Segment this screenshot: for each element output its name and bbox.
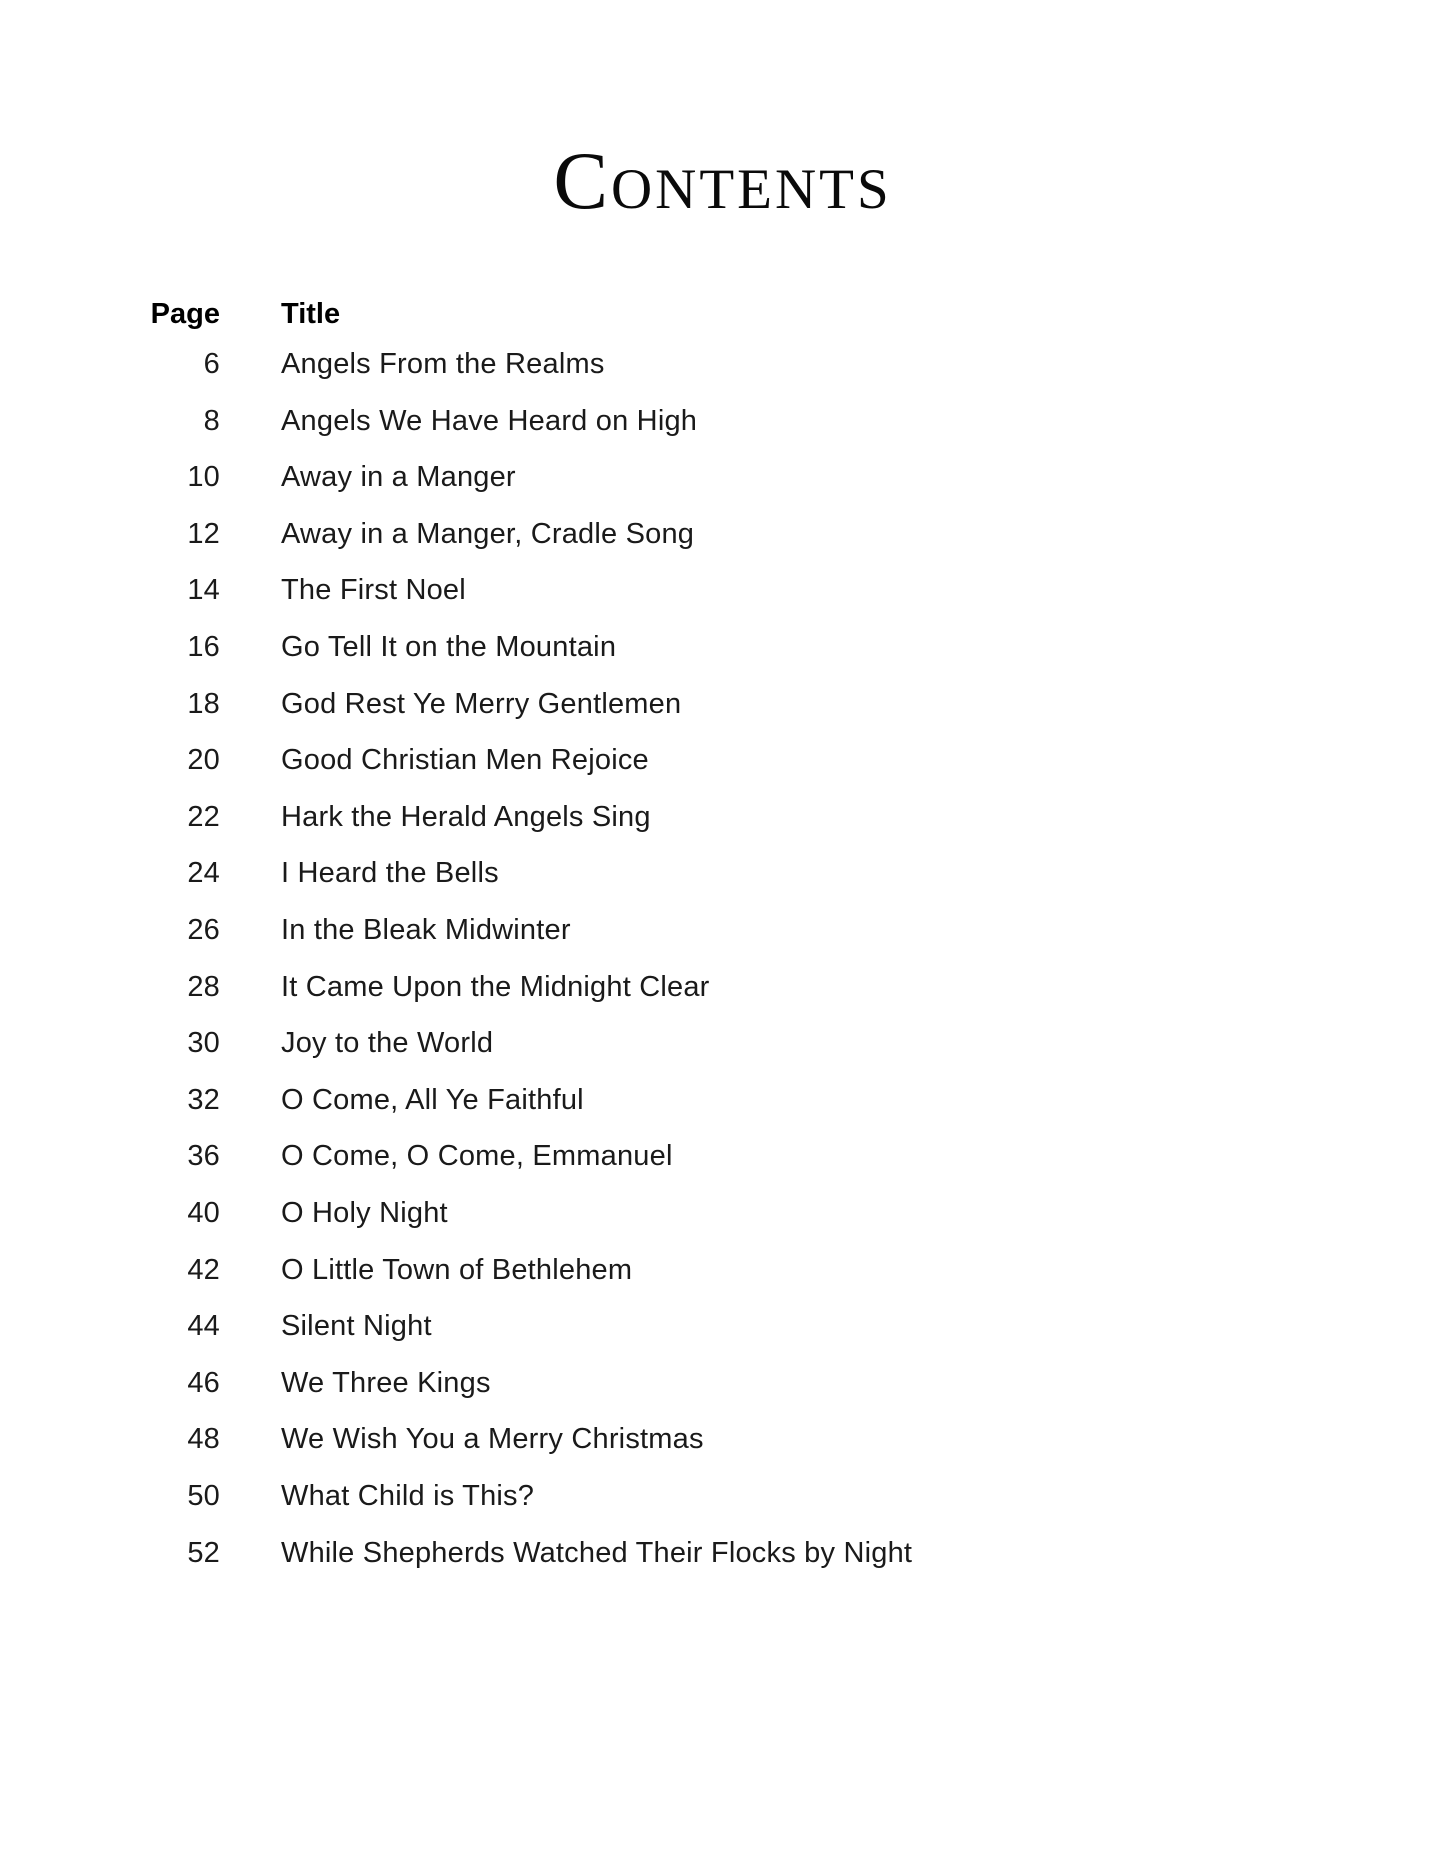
toc-entry[interactable]: [0, 971, 1100, 1011]
toc-entry[interactable]: [0, 1197, 1100, 1237]
toc-entry-page-number: 36: [187, 1140, 220, 1173]
toc-entry[interactable]: [0, 1310, 1100, 1350]
toc-entry[interactable]: [0, 857, 1100, 897]
page-title: Contents: [553, 135, 892, 226]
toc-entry-title: It Came Upon the Midnight Clear: [281, 970, 710, 1003]
toc-entry-title: God Rest Ye Merry Gentlemen: [281, 687, 682, 720]
toc-entry-title: Hark the Herald Angels Sing: [281, 800, 651, 833]
toc-entry-page-number: 20: [187, 744, 220, 777]
toc-entry-title: Go Tell It on the Mountain: [281, 631, 617, 663]
toc-entry[interactable]: [0, 1537, 1100, 1577]
toc-entry-page-number: 32: [187, 1083, 220, 1116]
toc-entry[interactable]: [0, 461, 1100, 501]
toc-entry[interactable]: [0, 914, 1100, 954]
toc-entry-title: The First Noel: [281, 574, 466, 607]
toc-entry-title: We Wish You a Merry Christmas: [281, 1423, 704, 1456]
toc-entry[interactable]: [0, 1423, 1100, 1463]
toc-entry[interactable]: [0, 1140, 1100, 1180]
toc-entry[interactable]: [0, 348, 1100, 388]
toc-entry-title: O Come, O Come, Emmanuel: [281, 1140, 673, 1173]
column-header-title: Title: [281, 298, 341, 330]
toc-entry-title: O Holy Night: [281, 1197, 448, 1229]
toc-entry-page-number: 6: [203, 348, 220, 380]
toc-entry-page-number: 40: [187, 1197, 220, 1229]
toc-entry-page-number: 26: [187, 914, 220, 946]
toc-entry-page-number: 16: [187, 631, 220, 663]
toc-entry-page-number: 44: [187, 1310, 220, 1343]
toc-entry-page-number: 28: [187, 970, 220, 1003]
toc-entry-page-number: 52: [187, 1536, 220, 1569]
toc-entry[interactable]: [0, 1254, 1100, 1294]
toc-entry[interactable]: [0, 1084, 1100, 1124]
toc-entry-title: O Come, All Ye Faithful: [281, 1083, 584, 1116]
toc-entry[interactable]: [0, 1027, 1100, 1067]
toc-entry-title: In the Bleak Midwinter: [281, 914, 571, 946]
toc-entry-page-number: 50: [187, 1480, 220, 1512]
toc-entry-page-number: 14: [187, 574, 220, 607]
toc-entry-title: Joy to the World: [281, 1027, 494, 1060]
toc-entry[interactable]: [0, 405, 1100, 445]
toc-entry-page-number: 24: [187, 857, 220, 890]
toc-entry[interactable]: [0, 1367, 1100, 1407]
toc-entry-title: Silent Night: [281, 1310, 432, 1343]
toc-entry-page-number: 8: [203, 404, 220, 437]
toc-entry-page-number: 22: [187, 800, 220, 833]
toc-entry-title: Good Christian Men Rejoice: [281, 744, 649, 777]
toc-header-row: [0, 298, 1100, 338]
toc-entry[interactable]: [0, 518, 1100, 558]
toc-entry-page-number: 46: [187, 1366, 220, 1399]
toc-entry-title: Away in a Manger, Cradle Song: [281, 517, 695, 550]
toc-entry-page-number: 10: [187, 461, 220, 494]
toc-entry-page-number: 12: [187, 517, 220, 550]
toc-entry-page-number: 30: [187, 1027, 220, 1060]
toc-entry-title: Angels We Have Heard on High: [281, 404, 698, 437]
toc-entry-page-number: 42: [187, 1253, 220, 1286]
toc-entry-title: Angels From the Realms: [281, 348, 605, 380]
toc-entry[interactable]: [0, 574, 1100, 614]
toc-entry-title: While Shepherds Watched Their Flocks by Night: [281, 1536, 913, 1569]
toc-entry-title: What Child is This?: [281, 1480, 535, 1512]
toc-entry[interactable]: [0, 801, 1100, 841]
toc-entry-title: Away in a Manger: [281, 461, 516, 494]
toc-entry-title: O Little Town of Bethlehem: [281, 1253, 633, 1286]
toc-entry-page-number: 48: [187, 1423, 220, 1456]
toc-entry[interactable]: [0, 1480, 1100, 1520]
toc-entry-title: I Heard the Bells: [281, 857, 499, 890]
column-header-page: Page: [150, 298, 220, 330]
toc-entry[interactable]: [0, 744, 1100, 784]
toc-entry[interactable]: [0, 688, 1100, 728]
toc-entry-title: We Three Kings: [281, 1366, 491, 1399]
toc-entry-page-number: 18: [187, 687, 220, 720]
toc-entry[interactable]: [0, 631, 1100, 671]
